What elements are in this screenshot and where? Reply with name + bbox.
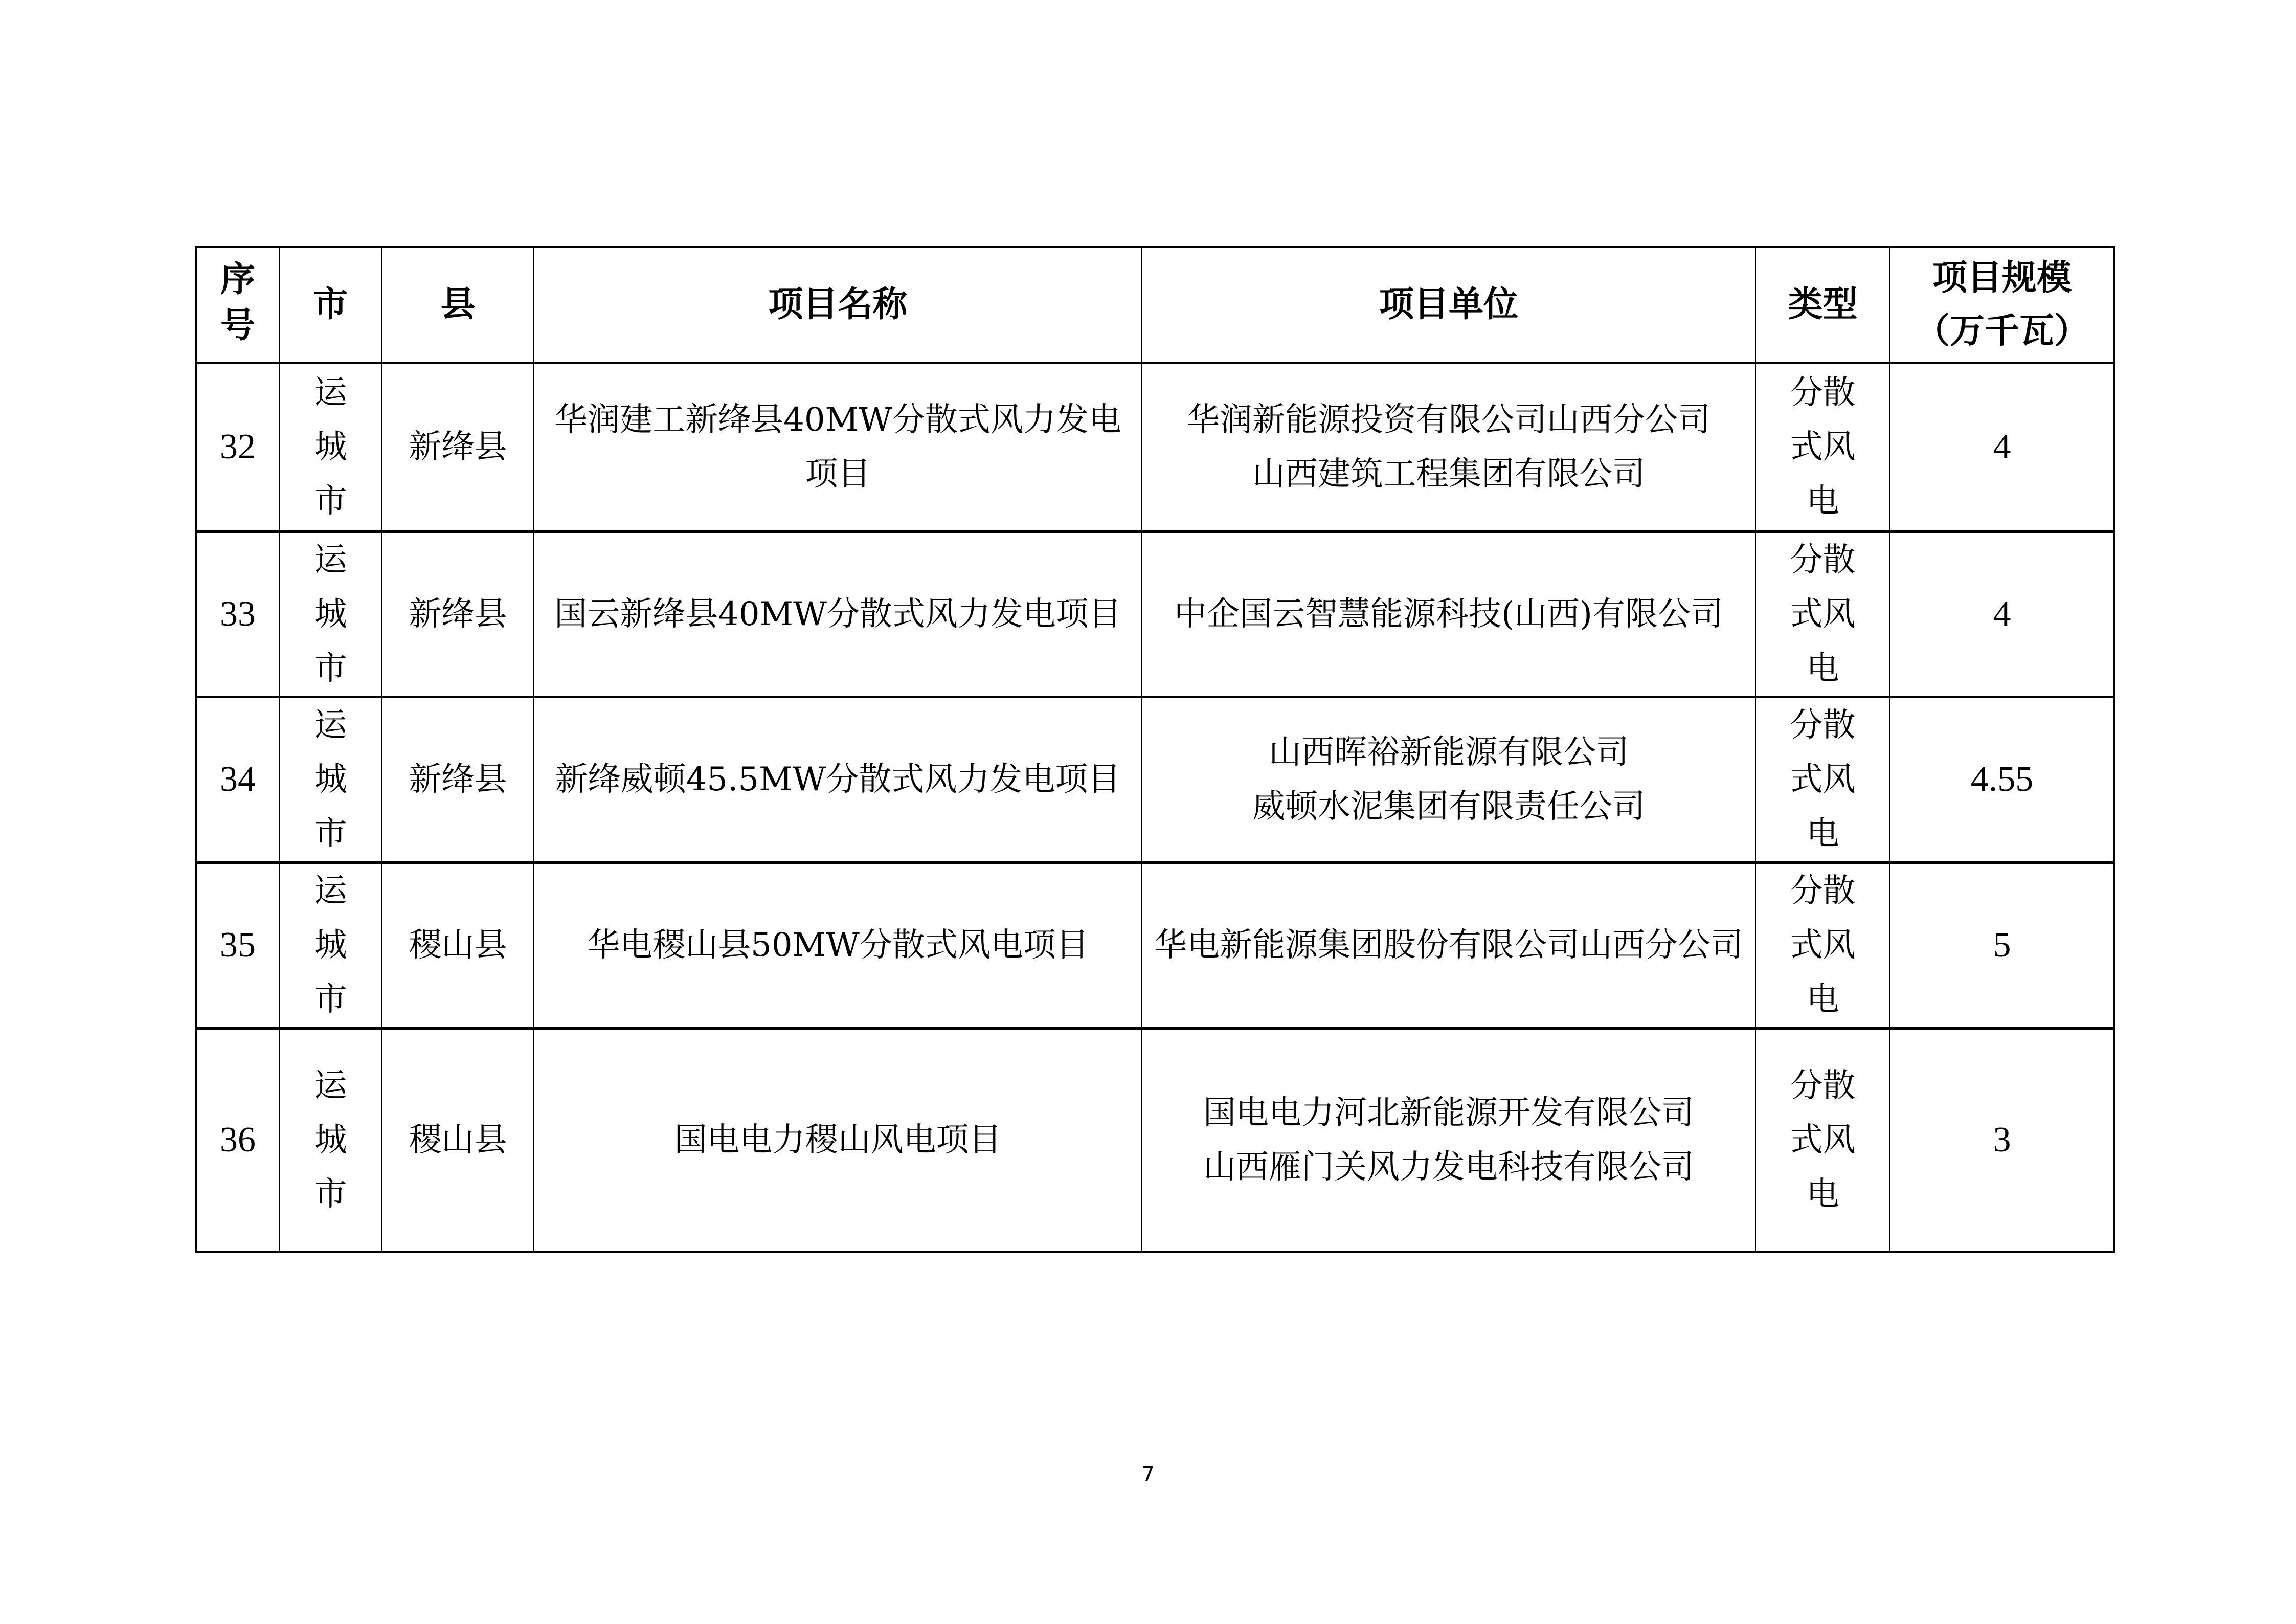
cell-type: 分散式风电 bbox=[1755, 531, 1890, 697]
cell-type: 分散式风电 bbox=[1755, 697, 1890, 862]
cell-project-unit: 中企国云智慧能源科技(山西)有限公司 bbox=[1142, 531, 1755, 697]
cell-seq: 32 bbox=[196, 363, 279, 531]
cell-seq: 33 bbox=[196, 531, 279, 697]
cell-project-unit: 华润新能源投资有限公司山西分公司 山西建筑工程集团有限公司 bbox=[1142, 363, 1755, 531]
cell-county: 新绛县 bbox=[382, 697, 534, 862]
header-project-name: 项目名称 bbox=[534, 247, 1142, 363]
cell-project-unit: 国电电力河北新能源开发有限公司 山西雁门关风力发电科技有限公司 bbox=[1142, 1028, 1755, 1252]
cell-project-name: 华润建工新绛县40MW分散式风力发电项目 bbox=[534, 363, 1142, 531]
table-row bbox=[196, 531, 2114, 697]
projects-table bbox=[195, 246, 2115, 1253]
cell-city: 运城市 bbox=[279, 862, 382, 1028]
header-scale-unit: （万千瓦） bbox=[1915, 310, 2089, 351]
table-header-row bbox=[196, 247, 2114, 363]
cell-county: 稷山县 bbox=[382, 1028, 534, 1252]
table-row bbox=[196, 1028, 2114, 1252]
cell-scale: 4 bbox=[1890, 531, 2114, 697]
table-row bbox=[196, 363, 2114, 531]
cell-type: 分散式风电 bbox=[1755, 862, 1890, 1028]
header-city: 市 bbox=[279, 247, 382, 363]
header-scale bbox=[1890, 247, 2114, 363]
cell-project-name: 国云新绛县40MW分散式风力发电项目 bbox=[534, 531, 1142, 697]
header-seq: 序号 bbox=[196, 247, 279, 363]
cell-scale: 3 bbox=[1890, 1028, 2114, 1252]
header-project-unit: 项目单位 bbox=[1142, 247, 1755, 363]
header-scale-line1: 项目规模 bbox=[1932, 257, 2072, 298]
cell-county: 新绛县 bbox=[382, 363, 534, 531]
cell-project-name: 国电电力稷山风电项目 bbox=[534, 1028, 1142, 1252]
cell-project-name: 新绛威顿45.5MW分散式风力发电项目 bbox=[534, 697, 1142, 862]
cell-project-unit: 山西晖裕新能源有限公司 威顿水泥集团有限责任公司 bbox=[1142, 697, 1755, 862]
cell-county: 稷山县 bbox=[382, 862, 534, 1028]
table-row bbox=[196, 697, 2114, 862]
cell-type: 分散式风电 bbox=[1755, 363, 1890, 531]
cell-scale: 5 bbox=[1890, 862, 2114, 1028]
cell-seq: 36 bbox=[196, 1028, 279, 1252]
header-type: 类型 bbox=[1755, 247, 1890, 363]
cell-city: 运城市 bbox=[279, 363, 382, 531]
cell-seq: 34 bbox=[196, 697, 279, 862]
cell-county: 新绛县 bbox=[382, 531, 534, 697]
cell-scale: 4 bbox=[1890, 363, 2114, 531]
cell-city: 运城市 bbox=[279, 1028, 382, 1252]
cell-type: 分散式风电 bbox=[1755, 1028, 1890, 1252]
header-county: 县 bbox=[382, 247, 534, 363]
page-number: 7 bbox=[1141, 1463, 1155, 1486]
cell-seq: 35 bbox=[196, 862, 279, 1028]
table-row bbox=[196, 862, 2114, 1028]
cell-city: 运城市 bbox=[279, 531, 382, 697]
cell-project-unit: 华电新能源集团股份有限公司山西分公司 bbox=[1142, 862, 1755, 1028]
cell-project-name: 华电稷山县50MW分散式风电项目 bbox=[534, 862, 1142, 1028]
cell-city: 运城市 bbox=[279, 697, 382, 862]
cell-scale: 4.55 bbox=[1890, 697, 2114, 862]
